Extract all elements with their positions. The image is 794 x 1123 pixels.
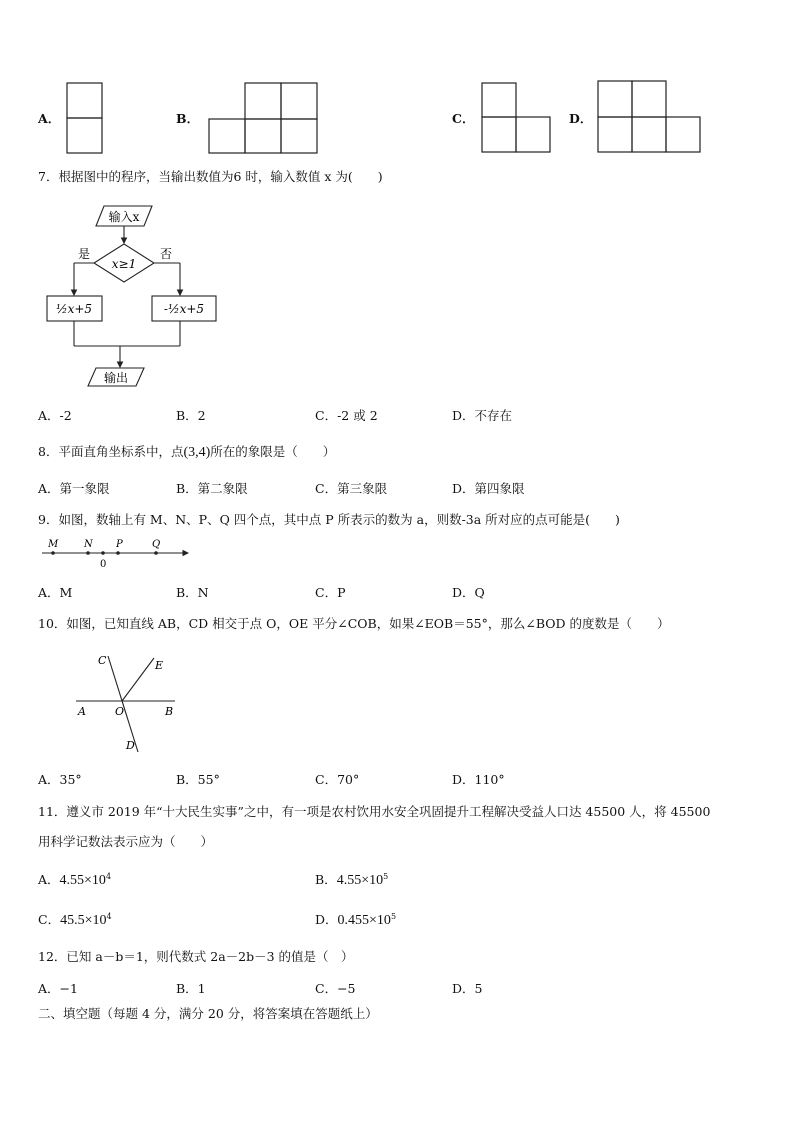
q10-option-c: C．70° (315, 772, 360, 787)
q7-option-a: A．-2 (38, 408, 72, 423)
q12-stem: 12．已知 a－b＝1，则代数式 2a－2b－3 的值是（ ） (38, 949, 354, 964)
q12-option-d: D．5 (452, 981, 483, 996)
q11-option-d-mantissa: 0.455×10 (337, 913, 391, 928)
q11-option-c-mantissa: 45.5×10 (60, 913, 107, 928)
q11-stem-line1: 11．遵义市 2019 年“十大民生实事”之中，有一项是农村饮用水安全巩固提升工程解决受益人口达 45500 人，将 45500 (38, 804, 711, 819)
q11-option-b (315, 870, 388, 889)
axis-label-m: M (48, 539, 59, 550)
label-o: O (115, 705, 125, 718)
flow-left-box-text: ½x+5 (55, 302, 93, 316)
section-2-heading: 二、填空题（每题 4 分，满分 20 分，将答案填在答题纸上） (38, 1006, 378, 1021)
flow-yes-label: 是 (78, 247, 91, 261)
q11-option-a (38, 870, 111, 889)
q9-number-line (38, 536, 198, 572)
q6-figure-d (594, 78, 709, 156)
q7-option-c: C．-2 或 2 (315, 408, 378, 423)
q11-option-a-exp: 4 (105, 871, 112, 881)
q11-option-c-exp: 4 (106, 911, 112, 921)
q12-option-b: B．1 (176, 981, 206, 996)
flow-right-box-text: -½x+5 (163, 302, 205, 316)
q6-option-c-label: C． (452, 111, 475, 126)
q9-option-b: B．N (176, 585, 209, 600)
label-b: B (165, 705, 174, 718)
label-e: E (155, 659, 164, 672)
q11-option-a-label: A． (38, 872, 60, 887)
q10-option-d: D．110° (452, 772, 505, 787)
label-c: C (98, 654, 107, 667)
q8-option-d: D．第四象限 (452, 481, 525, 496)
q11-option-b-label: B． (315, 872, 337, 887)
label-a: A (78, 705, 86, 718)
q10-option-a: A．35° (38, 772, 82, 787)
flow-condition-text: x≥1 (111, 257, 137, 271)
flow-input-text: 输入x (108, 210, 140, 224)
axis-origin-label: 0 (100, 559, 107, 570)
q7-flowchart (40, 198, 230, 393)
axis-label-q: Q (152, 539, 161, 550)
axis-label-p: P (116, 539, 123, 550)
q11-option-d (315, 910, 396, 929)
q8-stem-prefix: 8．平面直角坐标系中，点 (38, 444, 184, 459)
q6-option-a-label: A． (38, 111, 61, 126)
q8-option-a: A．第一象限 (38, 481, 110, 496)
q7-option-b: B．2 (176, 408, 206, 423)
q7-stem: 7．根据图中的程序，当输出数值为6 时，输入数值 x 为( ) (38, 169, 383, 184)
q11-option-a-mantissa: 4.55×10 (59, 873, 106, 888)
q6-figure-b (205, 80, 325, 155)
q11-option-b-exp: 5 (383, 871, 389, 881)
q9-stem: 9．如图，数轴上有 M、N、P、Q 四个点，其中点 P 所表示的数为 a，则数-3a 所对应的点可能是( ) (38, 512, 620, 527)
q11-stem-line2: 用科学记数法表示应为（ ） (38, 834, 214, 849)
axis-label-n: N (84, 539, 93, 550)
q8-option-c: C．第三象限 (315, 481, 388, 496)
q12-option-a: A．−1 (38, 981, 78, 996)
q11-option-c (38, 910, 112, 929)
q6-figure-c (478, 80, 558, 155)
flow-output-text: 输出 (103, 371, 129, 385)
q8-option-b: B．第二象限 (176, 481, 248, 496)
q10-option-b: B．55° (176, 772, 220, 787)
flow-no-label: 否 (160, 247, 173, 261)
q6-option-d-label: D． (569, 111, 593, 126)
q9-option-d: D．Q (452, 585, 485, 600)
q8-stem-suffix: 所在的象限是（ ） (210, 444, 336, 459)
q11-option-c-label: C． (38, 912, 61, 927)
q6-figure-a (60, 80, 110, 155)
q10-figure (70, 648, 190, 758)
q7-option-d: D．不存在 (452, 408, 513, 423)
q8-stem (38, 442, 335, 461)
q11-option-b-mantissa: 4.55×10 (336, 873, 384, 888)
label-d: D (126, 739, 135, 752)
q8-point: (3,4) (183, 445, 211, 460)
q6-option-b-label: B． (176, 111, 200, 126)
q11-option-d-exp: 5 (390, 911, 397, 921)
q9-option-c: C．P (315, 585, 346, 600)
q10-stem: 10．如图，已知直线 AB，CD 相交于点 O，OE 平分∠COB，如果∠EOB＝55°，那么∠BOD 的度数是（ ） (38, 616, 670, 631)
q9-option-a: A．M (38, 585, 73, 600)
q12-option-c: C．−5 (315, 981, 356, 996)
q11-option-d-label: D． (315, 912, 338, 927)
